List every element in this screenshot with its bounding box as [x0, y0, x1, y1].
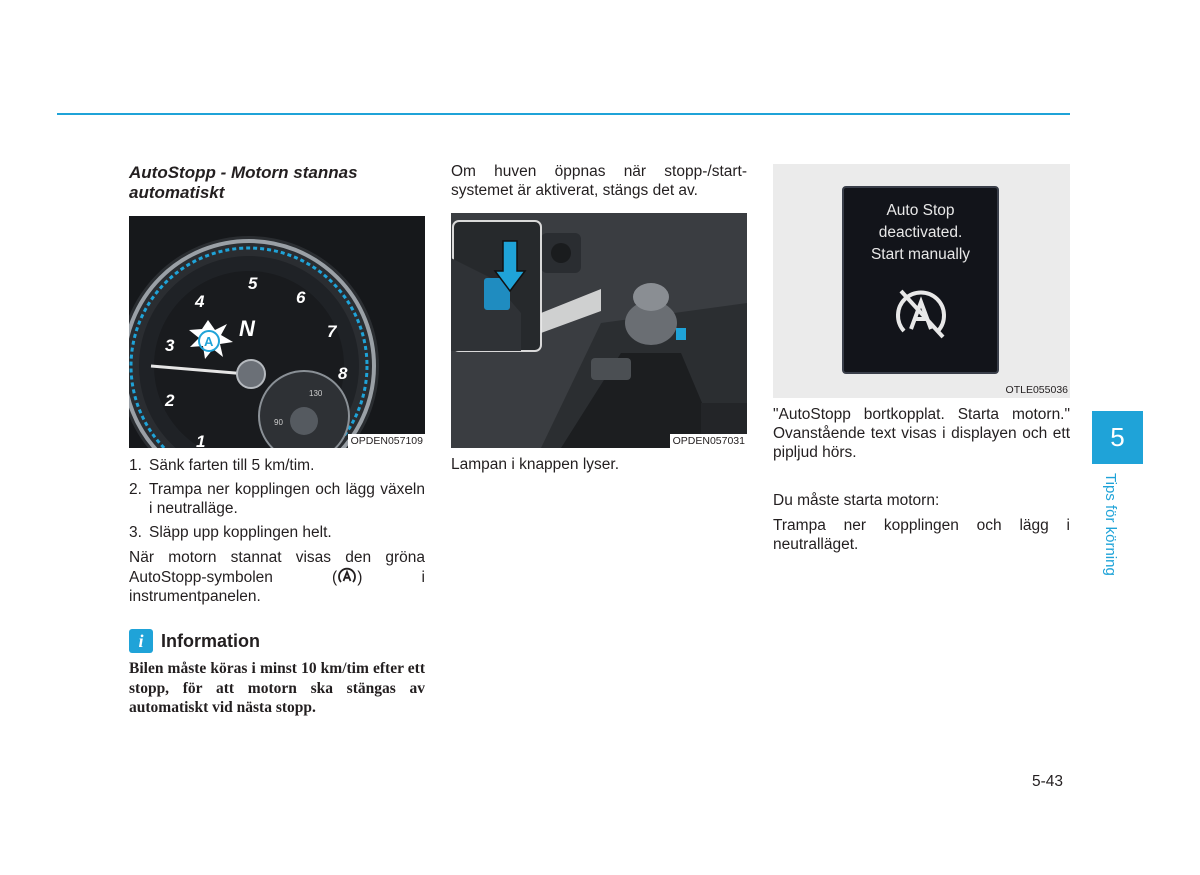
center-console-illustration: [451, 213, 747, 448]
gauge-number-6: 6: [296, 288, 306, 307]
lamp-caption: Lampan i knappen lyser.: [451, 456, 620, 473]
step-text: Trampa ner kopplingen och lägg växeln i neutralläge.: [149, 481, 425, 517]
gauge-number-4: 4: [195, 292, 205, 311]
cluster-display: [842, 186, 999, 374]
information-heading: [129, 629, 260, 653]
hood-open-paragraph: Om huven öppnas när stopp-/start-systemet är aktiverat, stängs det av.: [451, 163, 747, 199]
gauge-number-5: 5: [248, 274, 258, 293]
sub-gauge-130: 130: [309, 389, 323, 398]
display-message-figure: [773, 164, 1070, 398]
list-item: [129, 456, 425, 475]
steps-list: [129, 456, 425, 547]
list-item: [129, 480, 425, 518]
step-text: Släpp upp kopplingen helt.: [149, 524, 332, 541]
figure-label: OPDEN057109: [348, 434, 425, 448]
svg-text:N: N: [239, 316, 255, 341]
autostop-icon: [337, 567, 357, 587]
step-number: 2.: [129, 481, 142, 498]
chapter-tab: 5: [1092, 411, 1143, 464]
chapter-title-vertical: [1101, 473, 1121, 593]
display-line-1: Auto Stop: [886, 202, 955, 219]
instrument-cluster-figure: [129, 216, 425, 448]
header-rule: [57, 113, 1070, 115]
information-body: Bilen måste köras i minst 10 km/tim efter ett stopp, för att motorn ska stängas av automatiskt vid nästa stopp.: [129, 660, 425, 716]
figure-label: OTLE055036: [1005, 384, 1068, 396]
stop-start-button-figure: [451, 213, 747, 448]
step-number: 1.: [129, 457, 142, 474]
gauge-number-2: 2: [165, 391, 175, 410]
gauge-number-8: 8: [338, 364, 348, 383]
gauge-number-1: 1: [196, 432, 206, 448]
page-number: 5-43: [1032, 773, 1064, 790]
restart-instruction: Du måste starta motorn:: [773, 492, 940, 509]
step-text: Sänk farten till 5 km/tim.: [149, 457, 315, 474]
step-number: 3.: [129, 524, 142, 541]
autostop-symbol-paragraph: [129, 548, 425, 606]
sub-gauge-90: 90: [274, 418, 283, 427]
tachometer-illustration: [129, 216, 425, 448]
display-line-3: Start manually: [870, 246, 971, 263]
list-item: [129, 523, 425, 542]
gauge-number-3: 3: [165, 336, 175, 355]
paragraph-text-after: ) i instrumentpanelen.: [129, 569, 425, 605]
clutch-instruction: Trampa ner kopplingen och lägg i neutralläget.: [773, 517, 1070, 553]
svg-text:A: A: [204, 334, 214, 349]
autostop-off-icon: [892, 285, 950, 343]
display-line-2: deactivated.: [878, 224, 963, 241]
gauge-number-7: 7: [327, 322, 337, 341]
figure-label: OPDEN057031: [670, 434, 747, 448]
deactivated-message-paragraph: "AutoStopp bortkopplat. Starta motorn." Ovanstående text visas i displayen och ett pipljud hörs.: [773, 406, 1070, 461]
information-title: Information: [161, 630, 260, 651]
section-heading: AutoStopp - Motorn stannas automatiskt: [129, 163, 358, 202]
paragraph-text-before: När motorn stannat visas den gröna AutoStopp-symbolen (: [129, 549, 425, 586]
chapter-title: Tips för körning: [1102, 473, 1119, 576]
info-icon: i: [129, 629, 153, 653]
